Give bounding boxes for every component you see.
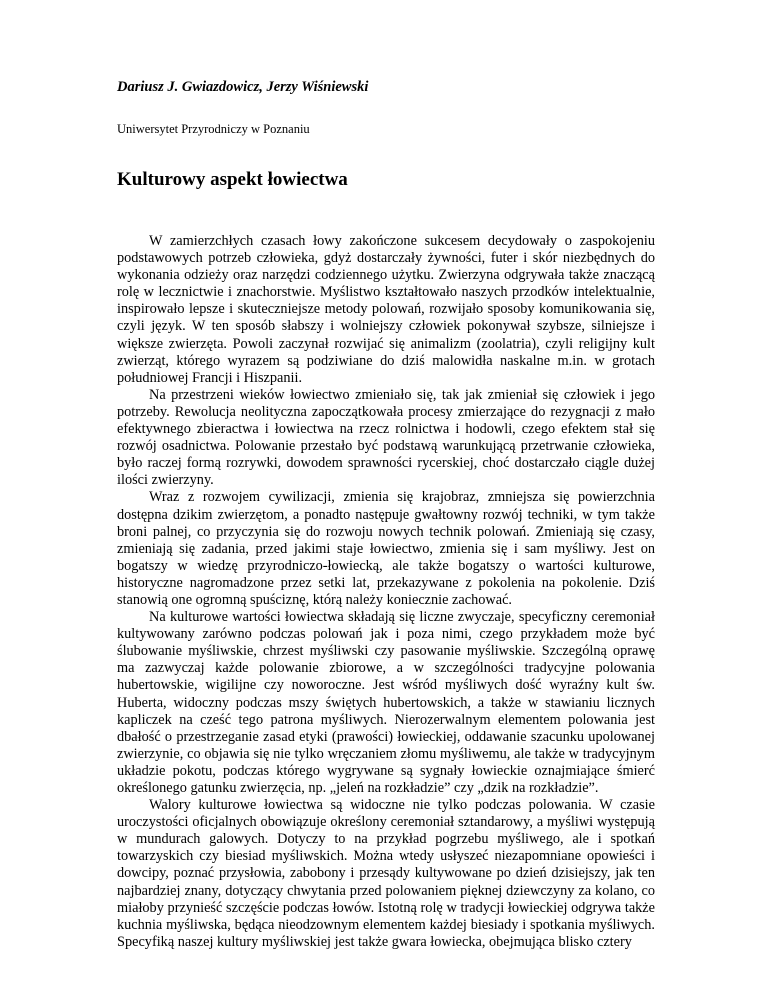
authors: Dariusz J. Gwiazdowicz, Jerzy Wiśniewski [117, 79, 369, 95]
paragraph: Na kulturowe wartości łowiectwa składają się liczne zwyczaje, specyficzny ceremoniał kultywowany zarówno podczas polowań jak i poza nimi, czego przykładem może być ślubowanie myśliwskie, chrzest myśliwski czy pasowanie myśliwskie. Szczególną oprawę ma zazwyczaj każde polowanie zbiorowe, a w szczególności tradycyjne polowania hubertowskie, wigilijne czy noworoczne. Jest wśród myśliwych dość wyraźny kult św. Huberta, widoczny podczas mszy świętych hubertowskich, a także w stawianiu licznych kapliczek na cześć tego patrona myśliwych. Nierozerwalnym elementem polowania jest dbałość o przestrzeganie zasad etyki (prawości) łowieckiej, oddawanie szacunku upolowanej zwierzynie, co objawia się nie tylko wręczaniem złomu myśliwemu, ale także w tradycyjnym układzie pokotu, podczas którego wygrywane są sygnały łowieckie oznajmiające śmierć określonego gatunku zwierzęcia, np. „jeleń na rozkładzie” czy „dzik na rozkładzie”. [117, 609, 655, 796]
paragraph: W zamierzchłych czasach łowy zakończone sukcesem decydowały o zaspokojeniu podstawowych potrzeb człowieka, gdyż dostarczały żywności, futer i skór niezbędnych do wykonania odzieży oraz narzędzi codziennego użytku. Zwierzyna odgrywała także znaczącą rolę w lecznictwie i znachorstwie. Myślistwo kształtowało naszych przodków intelektualnie, inspirowało lepsze i skuteczniejsze metody polowań, rozwijało sposoby komunikowania się, czyli język. W ten sposób słabszy i wolniejszy człowiek pokonywał szybsze, silniejsze i większe zwierzęta. Powoli zaczynał rozwijać się animalizm (zoolatria), czyli religijny kult zwierząt, którego wyrazem są podziwiane do dziś malowidła naskalne m.in. w grotach południowej Francji i Hiszpanii. [117, 233, 655, 386]
article-title: Kulturowy aspekt łowiectwa [117, 169, 348, 190]
paragraph: Na przestrzeni wieków łowiectwo zmieniało się, tak jak zmieniał się człowiek i jego potrzeby. Rewolucja neolityczna zapoczątkowała procesy zmierzające do rezygnacji z mało efektywnego zbieractwa i łowiectwa na rzecz rolnictwa i hodowli, czego efektem stał się rozwój osadnictwa. Polowanie przestało być podstawą warunkującą przetrwanie człowieka, było raczej formą rozrywki, dowodem sprawności rycerskiej, choć dostarczało ciągle dużej ilości zwierzyny. [117, 386, 655, 489]
article-body [117, 233, 655, 951]
paragraph: Walory kulturowe łowiectwa są widoczne nie tylko podczas polowania. W czasie uroczystości oficjalnych obowiązuje określony ceremoniał sztandarowy, a myśliwi występują w mundurach galowych. Dotyczy to na przykład pogrzebu myśliwego, ale i spotkań towarzyskich czy biesiad myśliwskich. Można wtedy usłyszeć niezapomniane opowieści i dowcipy, poznać przysłowia, zabobony i przesądy kultywowane po dzień dzisiejszy, jak ten najbardziej znany, dotyczący chwytania przed polowaniem pięknej dziewczyny za kolano, co miałoby przynieść szczęście podczas łowów. Istotną rolę w tradycji łowieckiej odgrywa także kuchnia myśliwska, będąca nieodzownym elementem każdej biesiady i spotkania myśliwych. Specyfiką naszej kultury myśliwskiej jest także gwara łowiecka, obejmująca blisko cztery [117, 797, 655, 950]
affiliation: Uniwersytet Przyrodniczy w Poznaniu [117, 122, 310, 136]
paragraph: Wraz z rozwojem cywilizacji, zmienia się krajobraz, zmniejsza się powierzchnia dostępna dzikim zwierzętom, a ponadto następuje gwałtowny rozwój techniki, w tym także broni palnej, co przyczynia się do rozwoju nowych technik polowań. Zmieniają się czasy, zmieniają się zadania, przed jakimi staje łowiectwo, zmienia się i sam myśliwy. Jest on bogatszy w wiedzę przyrodniczo-łowiecką, ale także bogatszy o wartości kulturowe, historyczne nagromadzone przez setki lat, przekazywane z pokolenia na pokolenie. Dziś stanowią one ogromną spuściznę, którą należy koniecznie zachować. [117, 489, 655, 608]
